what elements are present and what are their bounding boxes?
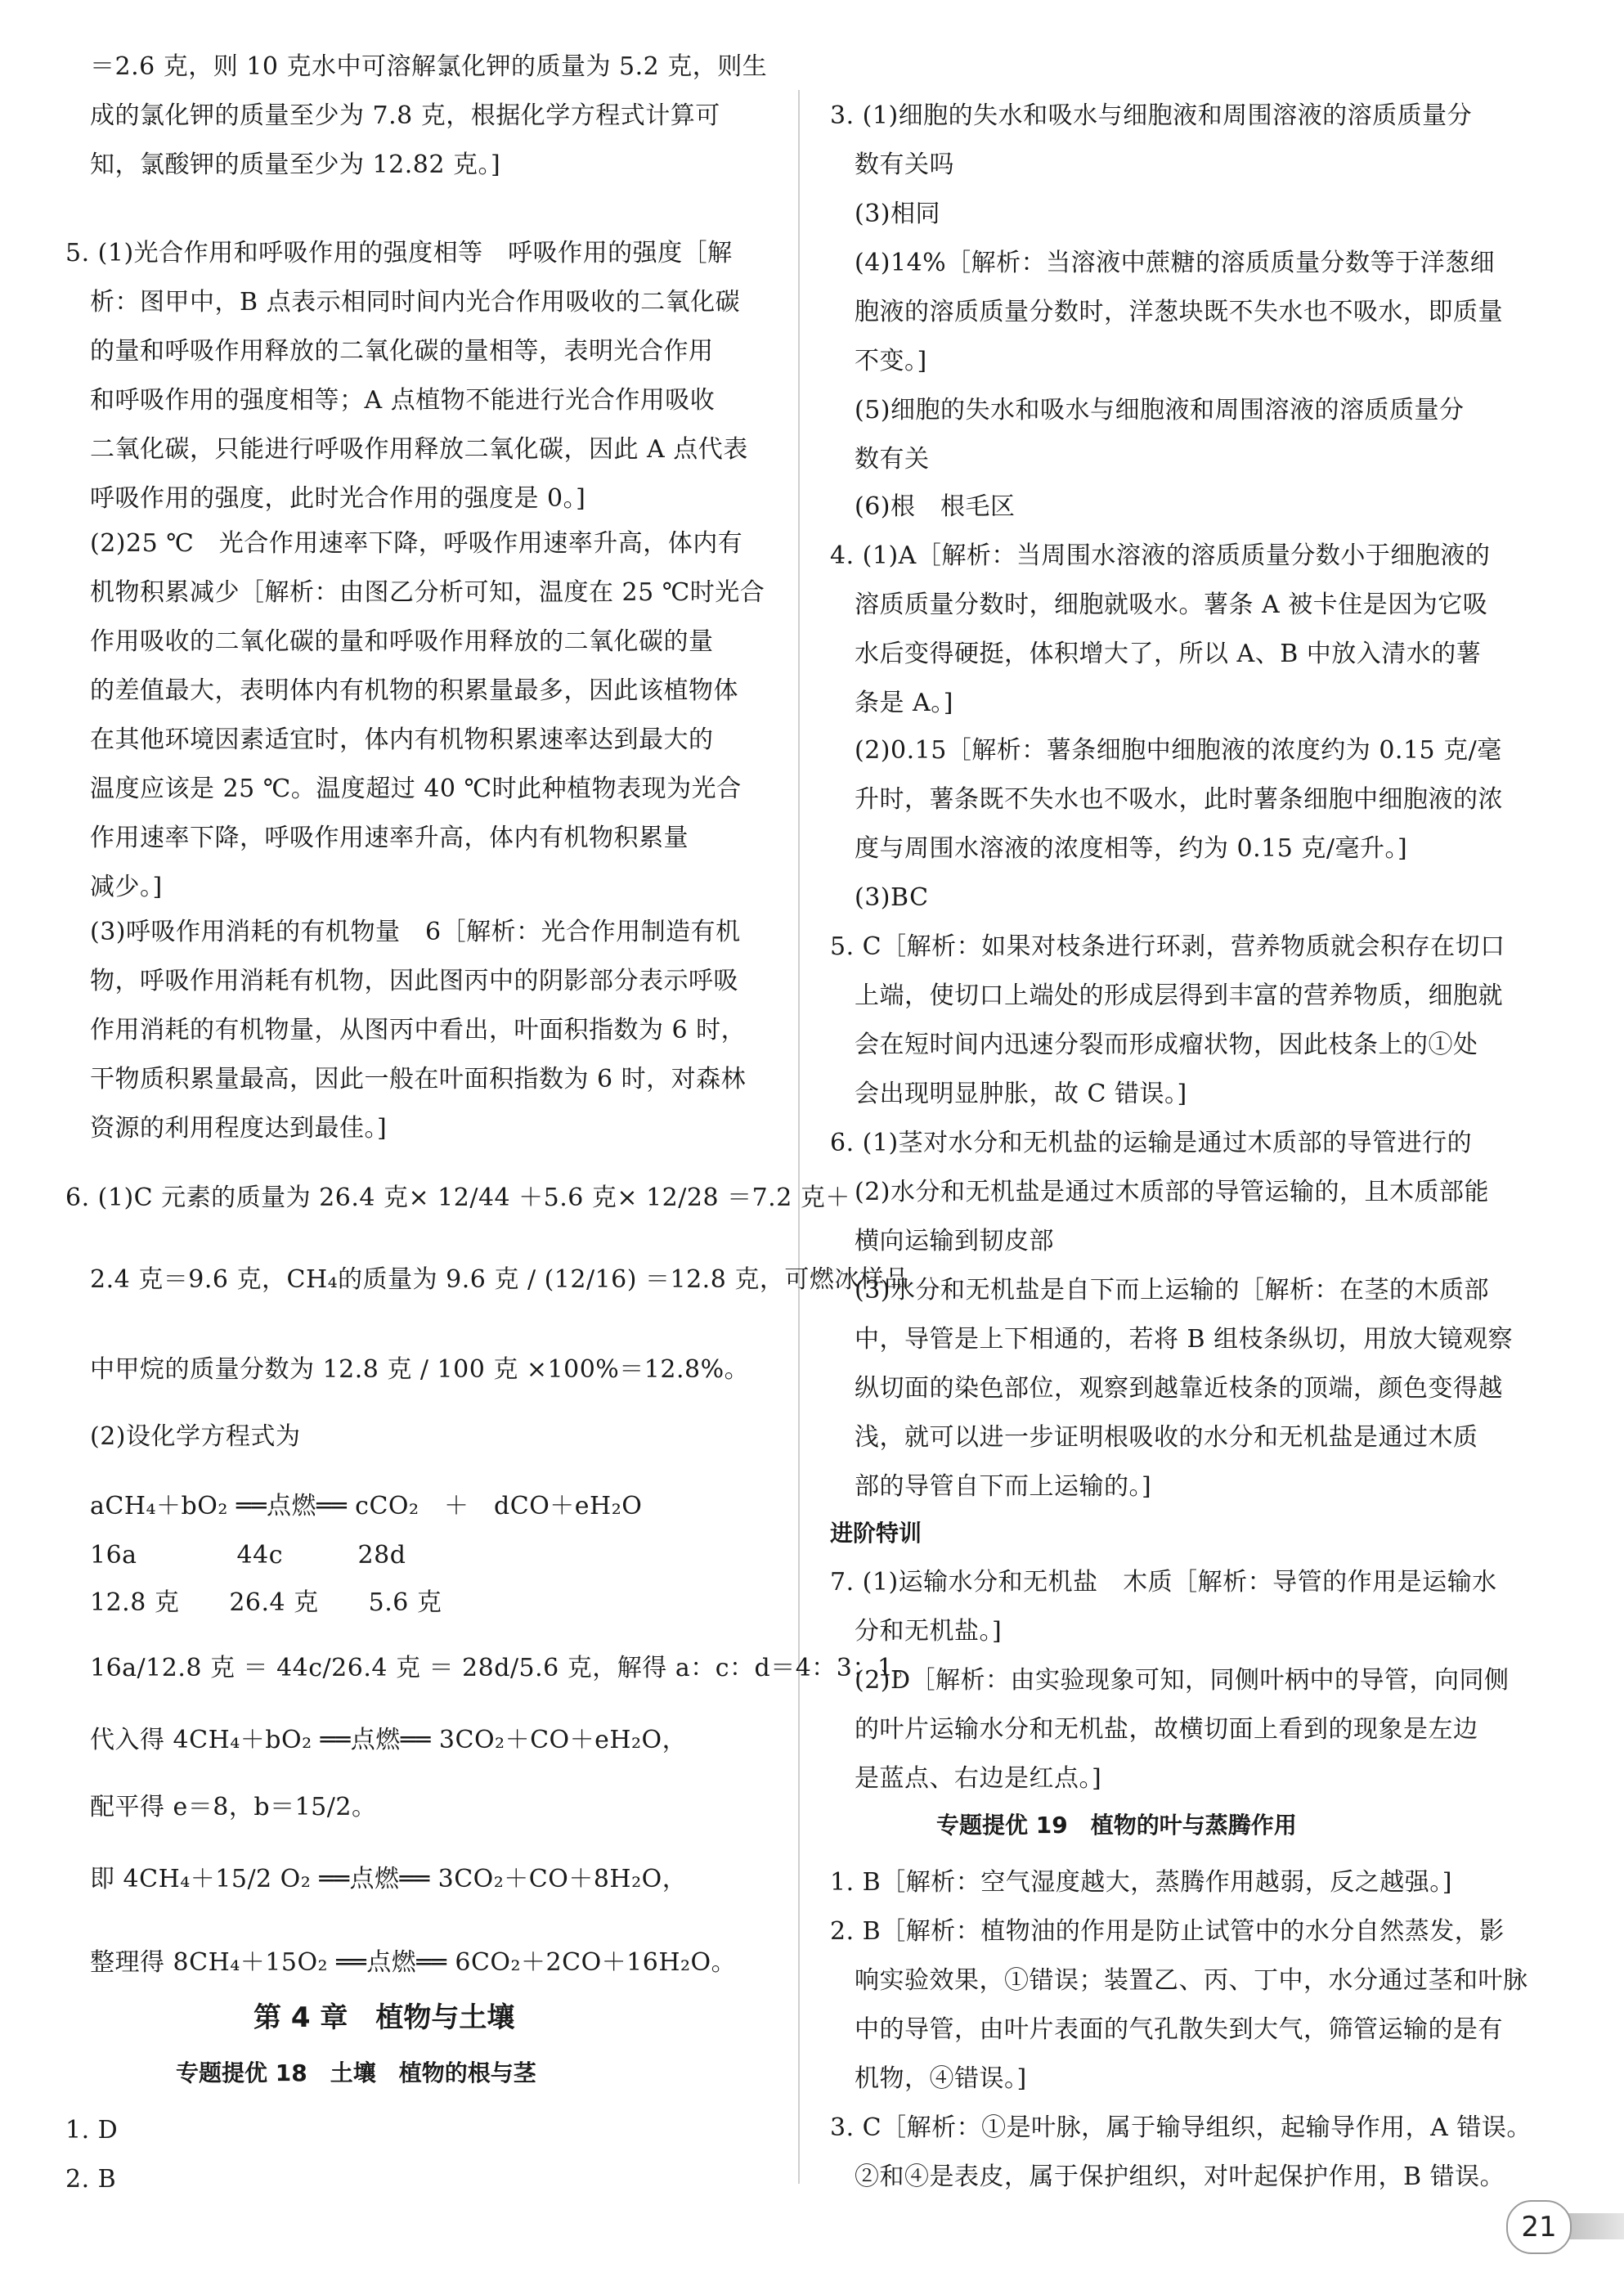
text-line: 3. (1)细胞的失水和吸水与细胞液和周围溶液的溶质质量分 — [830, 101, 1473, 130]
text-line: 溶质质量分数时，细胞就吸水。薯条 A 被卡住是因为它吸 — [855, 591, 1488, 619]
text-line: 2. B［解析：植物油的作用是防止试管中的水分自然蒸发，影 — [830, 1917, 1505, 1946]
text-line: 纵切面的染色部位，观察到越靠近枝条的顶端，颜色变得越 — [855, 1374, 1503, 1403]
text-line: (6)根 根毛区 — [855, 492, 1016, 521]
text-line: (2)水分和无机盐是通过木质部的导管运输的，且木质部能 — [855, 1178, 1489, 1206]
text-line: 呼吸作用的强度，此时光合作用的强度是 0。] — [90, 484, 586, 513]
chapter-title: 第 4 章 植物与土壤 — [253, 2001, 515, 2034]
text-line: 的量和呼吸作用释放的二氧化碳的量相等，表明光合作用 — [90, 337, 714, 366]
text-line: (5)细胞的失水和吸水与细胞液和周围溶液的溶质质量分 — [855, 396, 1465, 424]
text-line: 3. C［解析：①是叶脉，属于输导组织，起输导作用，A 错误。 — [830, 2113, 1532, 2142]
text-line: 7. (1)运输水分和无机盐 木质［解析：导管的作用是运输水 — [830, 1568, 1497, 1597]
text-line: 会在短时间内迅速分裂而形成瘤状物，因此枝条上的①处 — [855, 1031, 1478, 1059]
text-line: 条是 A。] — [855, 689, 953, 717]
formula-line: 中甲烷的质量分数为 12.8 克 / 100 克 ×100%＝12.8%。 — [90, 1355, 750, 1384]
text-line: 作用吸收的二氧化碳的量和呼吸作用释放的二氧化碳的量 — [90, 627, 714, 656]
text-line: 机物，④错误。] — [855, 2064, 1027, 2093]
text-line: 作用消耗的有机物量，从图丙中看出，叶面积指数为 6 时， — [90, 1016, 747, 1044]
section-label: 进阶特训 — [830, 1520, 922, 1547]
equation-line: 16a 44c 28d — [90, 1541, 406, 1570]
text-line: 响实验效果，①错误；装置乙、丙、丁中，水分通过茎和叶脉 — [855, 1966, 1528, 1995]
text-line: 减少。] — [90, 873, 163, 901]
text-line: 5. (1)光合作用和呼吸作用的强度相等 呼吸作用的强度［解 — [65, 239, 733, 267]
text-line: 升时，薯条既不失水也不吸水，此时薯条细胞中细胞液的浓 — [855, 785, 1503, 814]
text-line: 干物质积累量最高，因此一般在叶面积指数为 6 时，对森林 — [90, 1065, 747, 1094]
column-divider — [798, 90, 800, 2184]
text-line: 析：图甲中，B 点表示相同时间内光合作用吸收的二氧化碳 — [90, 288, 741, 317]
text-line: 6. (1)茎对水分和无机盐的运输是通过木质部的导管进行的 — [830, 1129, 1473, 1157]
text-line: 中的导管，由叶片表面的气孔散失到大气，筛管运输的是有 — [855, 2015, 1503, 2044]
equation-line: 12.8 克 26.4 克 5.6 克 — [90, 1588, 442, 1617]
equation-line: 配平得 e＝8，b＝15/2。 — [90, 1793, 377, 1821]
text-line: 1. B［解析：空气湿度越大，蒸腾作用越弱，反之越强。] — [830, 1868, 1452, 1897]
text-line: (3)水分和无机盐是自下而上运输的［解析：在茎的木质部 — [855, 1276, 1489, 1305]
text-line: 横向运输到韧皮部 — [855, 1227, 1054, 1255]
text-line: 是蓝点、右边是红点。] — [855, 1764, 1102, 1793]
text-line: 不变。] — [855, 347, 927, 375]
text-line: (2)设化学方程式为 — [90, 1422, 301, 1451]
text-line: 4. (1)A［解析：当周围水溶液的溶质质量分数小于细胞液的 — [830, 541, 1491, 570]
text-line: 会出现明显肿胀，故 C 错误。] — [855, 1080, 1187, 1108]
text-line: 分和无机盐。] — [855, 1617, 1003, 1646]
text-line: 5. C［解析：如果对枝条进行环剥，营养物质就会积存在切口 — [830, 932, 1505, 961]
text-line: 机物积累减少［解析：由图乙分析可知，温度在 25 ℃时光合 — [90, 578, 765, 607]
text-line: (3)BC — [855, 883, 929, 912]
text-line: (4)14%［解析：当溶液中蔗糖的溶质质量分数等于洋葱细 — [855, 249, 1496, 277]
equation-line: 即 4CH₄＋15/2 O₂ ══点燃══ 3CO₂＋CO＋8H₂O， — [90, 1865, 688, 1893]
text-line: 胞液的溶质质量分数时，洋葱块既不失水也不吸水，即质量 — [855, 298, 1503, 326]
text-line: 数有关 — [855, 445, 930, 474]
text-line: (3)相同 — [855, 200, 940, 228]
topic-title: 专题提优 19 植物的叶与蒸腾作用 — [936, 1812, 1297, 1839]
text-line: 浅，就可以进一步证明根吸收的水分和无机盐是通过木质 — [855, 1423, 1478, 1452]
text-line: 物，呼吸作用消耗有机物，因此图丙中的阴影部分表示呼吸 — [90, 967, 738, 995]
page-number: 21 — [1506, 2200, 1572, 2254]
text-line: 上端，使切口上端处的形成层得到丰富的营养物质，细胞就 — [855, 981, 1503, 1010]
text-line: 度与周围水溶液的浓度相等，约为 0.15 克/毫升。] — [855, 834, 1408, 863]
text-line: ＝2.6 克，则 10 克水中可溶解氯化钾的质量为 5.2 克，则生 — [90, 52, 768, 81]
text-line: 部的导管自下而上运输的。] — [855, 1472, 1152, 1501]
text-line: 中，导管是上下相通的，若将 B 组枝条纵切，用放大镜观察 — [855, 1325, 1514, 1354]
text-line: (2)0.15［解析：薯条细胞中细胞液的浓度约为 0.15 克/毫 — [855, 736, 1502, 765]
text-line: 数有关吗 — [855, 150, 954, 179]
topic-title: 专题提优 18 土壤 植物的根与茎 — [176, 2059, 536, 2086]
text-line: 的叶片运输水分和无机盐，故横切面上看到的现象是左边 — [855, 1715, 1478, 1744]
text-line: (3)呼吸作用消耗的有机物量 6［解析：光合作用制造有机 — [90, 918, 741, 946]
answer-line: 2. B — [65, 2165, 117, 2194]
text-line: ②和④是表皮，属于保护组织，对叶起保护作用，B 错误。 — [855, 2162, 1505, 2191]
text-line: 在其他环境因素适宜时，体内有机物积累速率达到最大的 — [90, 725, 714, 754]
formula-line: 2.4 克＝9.6 克，CH₄的质量为 9.6 克 / (12/16) ＝12.8 克，可燃冰样品 — [90, 1265, 909, 1294]
text-line: 资源的利用程度达到最佳。] — [90, 1114, 388, 1143]
text-line: (2)D［解析：由实验现象可知，同侧叶柄中的导管，向同侧 — [855, 1666, 1510, 1695]
text-line: 作用速率下降，呼吸作用速率升高，体内有机物积累量 — [90, 824, 689, 852]
text-line: 和呼吸作用的强度相等；A 点植物不能进行光合作用吸收 — [90, 386, 716, 415]
text-line: 成的氯化钾的质量至少为 7.8 克，根据化学方程式计算可 — [90, 101, 720, 130]
text-line: 温度应该是 25 ℃。温度超过 40 ℃时此种植物表现为光合 — [90, 775, 742, 803]
equation-line: 代入得 4CH₄＋bO₂ ══点燃══ 3CO₂＋CO＋eH₂O， — [90, 1726, 688, 1754]
equation-line: 16a/12.8 克 ＝ 44c/26.4 克 ＝ 28d/5.6 克，解得 a：c：d＝4：3：1。 — [90, 1654, 918, 1682]
answer-line: 1. D — [65, 2116, 119, 2145]
text-line: 知，氯酸钾的质量至少为 12.82 克。] — [90, 150, 501, 179]
text-line: (2)25 ℃ 光合作用速率下降，呼吸作用速率升高，体内有 — [90, 529, 743, 558]
text-line: 水后变得硬挺，体积增大了，所以 A、B 中放入清水的薯 — [855, 640, 1482, 668]
text-line: 的差值最大，表明体内有机物的积累量最多，因此该植物体 — [90, 676, 738, 705]
equation-line: 整理得 8CH₄＋15O₂ ══点燃══ 6CO₂＋2CO＋16H₂O。 — [90, 1948, 737, 1977]
text-line: 二氧化碳，只能进行呼吸作用释放二氧化碳，因此 A 点代表 — [90, 435, 748, 464]
equation-line: aCH₄＋bO₂ ══点燃══ cCO₂ ＋ dCO＋eH₂O — [90, 1492, 643, 1520]
formula-line: 6. (1)C 元素的质量为 26.4 克× 12/44 ＋5.6 克× 12/28 ＝7.2 克＋ — [65, 1183, 850, 1212]
